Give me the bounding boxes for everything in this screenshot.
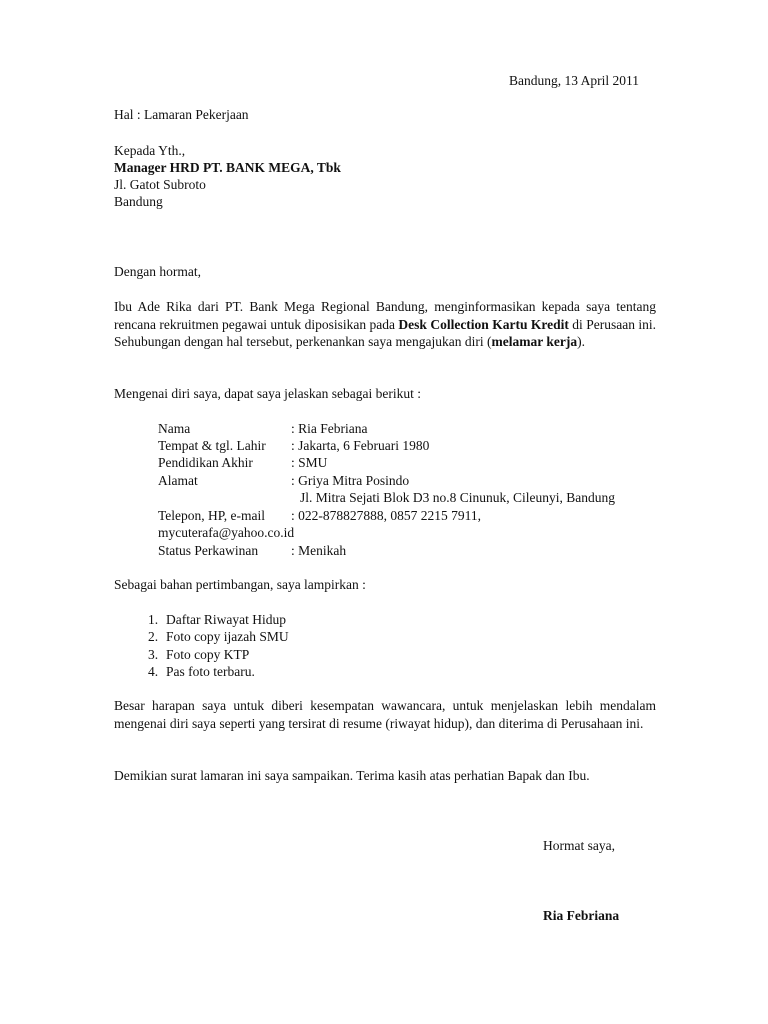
self-intro: Mengenai diri saya, dapat saya jelaskan sebagai berikut : (114, 386, 422, 401)
attachments-intro: Sebagai bahan pertimbangan, saya lampirkan : (114, 577, 366, 592)
detail-value-birth: : Jakarta, 6 Februari 1980 (291, 438, 430, 453)
list-item: 3. Foto copy KTP (148, 647, 250, 662)
detail-label-marital: Status Perkawinan (158, 543, 259, 558)
detail-value-phone: : 022-878827888, 0857 2215 7911, (291, 508, 481, 523)
list-item: 4. Pas foto terbaru. (148, 664, 255, 679)
signature-name: Ria Febriana (543, 908, 620, 923)
detail-value-email: mycuterafa@yahoo.co.id (158, 525, 295, 540)
detail-value-address-2: Jl. Mitra Sejati Blok D3 no.8 Cinunuk, Cileunyi, Bandung (300, 490, 615, 505)
detail-label-phone: Telepon, HP, e-mail (158, 508, 266, 523)
intro-position: Desk Collection Kartu Kredit (398, 316, 569, 332)
recipient-city: Bandung (114, 194, 163, 209)
detail-label-education: Pendidikan Akhir (158, 455, 253, 470)
place-date: Bandung, 13 April 2011 (509, 73, 639, 88)
detail-value-marital: : Menikah (291, 543, 347, 558)
intro-text-2: di Perusaan ini. Sehubungan dengan hal tersebut, perkenankan saya mengajukan diri ( (114, 316, 656, 349)
detail-label-address: Alamat (158, 473, 198, 488)
detail-value-education: : SMU (291, 455, 328, 470)
list-item: 2. Foto copy ijazah SMU (148, 629, 289, 644)
recipient-name: Manager HRD PT. BANK MEGA, Tbk (114, 160, 341, 175)
list-item: 1. Daftar Riwayat Hidup (148, 612, 286, 627)
intro-text-3: ). (577, 334, 585, 349)
intro-paragraph (114, 298, 656, 351)
detail-value-address-1: : Griya Mitra Posindo (291, 473, 410, 488)
closing-sentence: Demikian surat lamaran ini saya sampaikan. Terima kasih atas perhatian Bapak dan Ibu. (114, 768, 590, 783)
recipient-greeting: Kepada Yth., (114, 143, 186, 158)
detail-label-birth: Tempat & tgl. Lahir (158, 438, 266, 453)
salutation: Dengan hormat, (114, 264, 201, 279)
intro-role: melamar kerja (491, 334, 578, 349)
recipient-street: Jl. Gatot Subroto (114, 177, 206, 192)
hope-paragraph: Besar harapan saya untuk diberi kesempatan wawancara, untuk menjelaskan lebih mendalam mengenai diri saya seperti yang tersirat di resume (riwayat hidup), dan diterima di Perusahaan ini. (114, 698, 656, 731)
subject-line: Hal : Lamaran Pekerjaan (114, 107, 249, 122)
detail-label-name: Nama (158, 421, 191, 436)
detail-value-name: : Ria Febriana (291, 421, 368, 436)
regards: Hormat saya, (543, 838, 615, 853)
intro-text-1: Ibu Ade Rika dari PT. Bank Mega Regional Bandung, menginformasikan kepada saya tentang rencana rekruitmen pegawai untuk diposisikan pada (114, 299, 656, 332)
